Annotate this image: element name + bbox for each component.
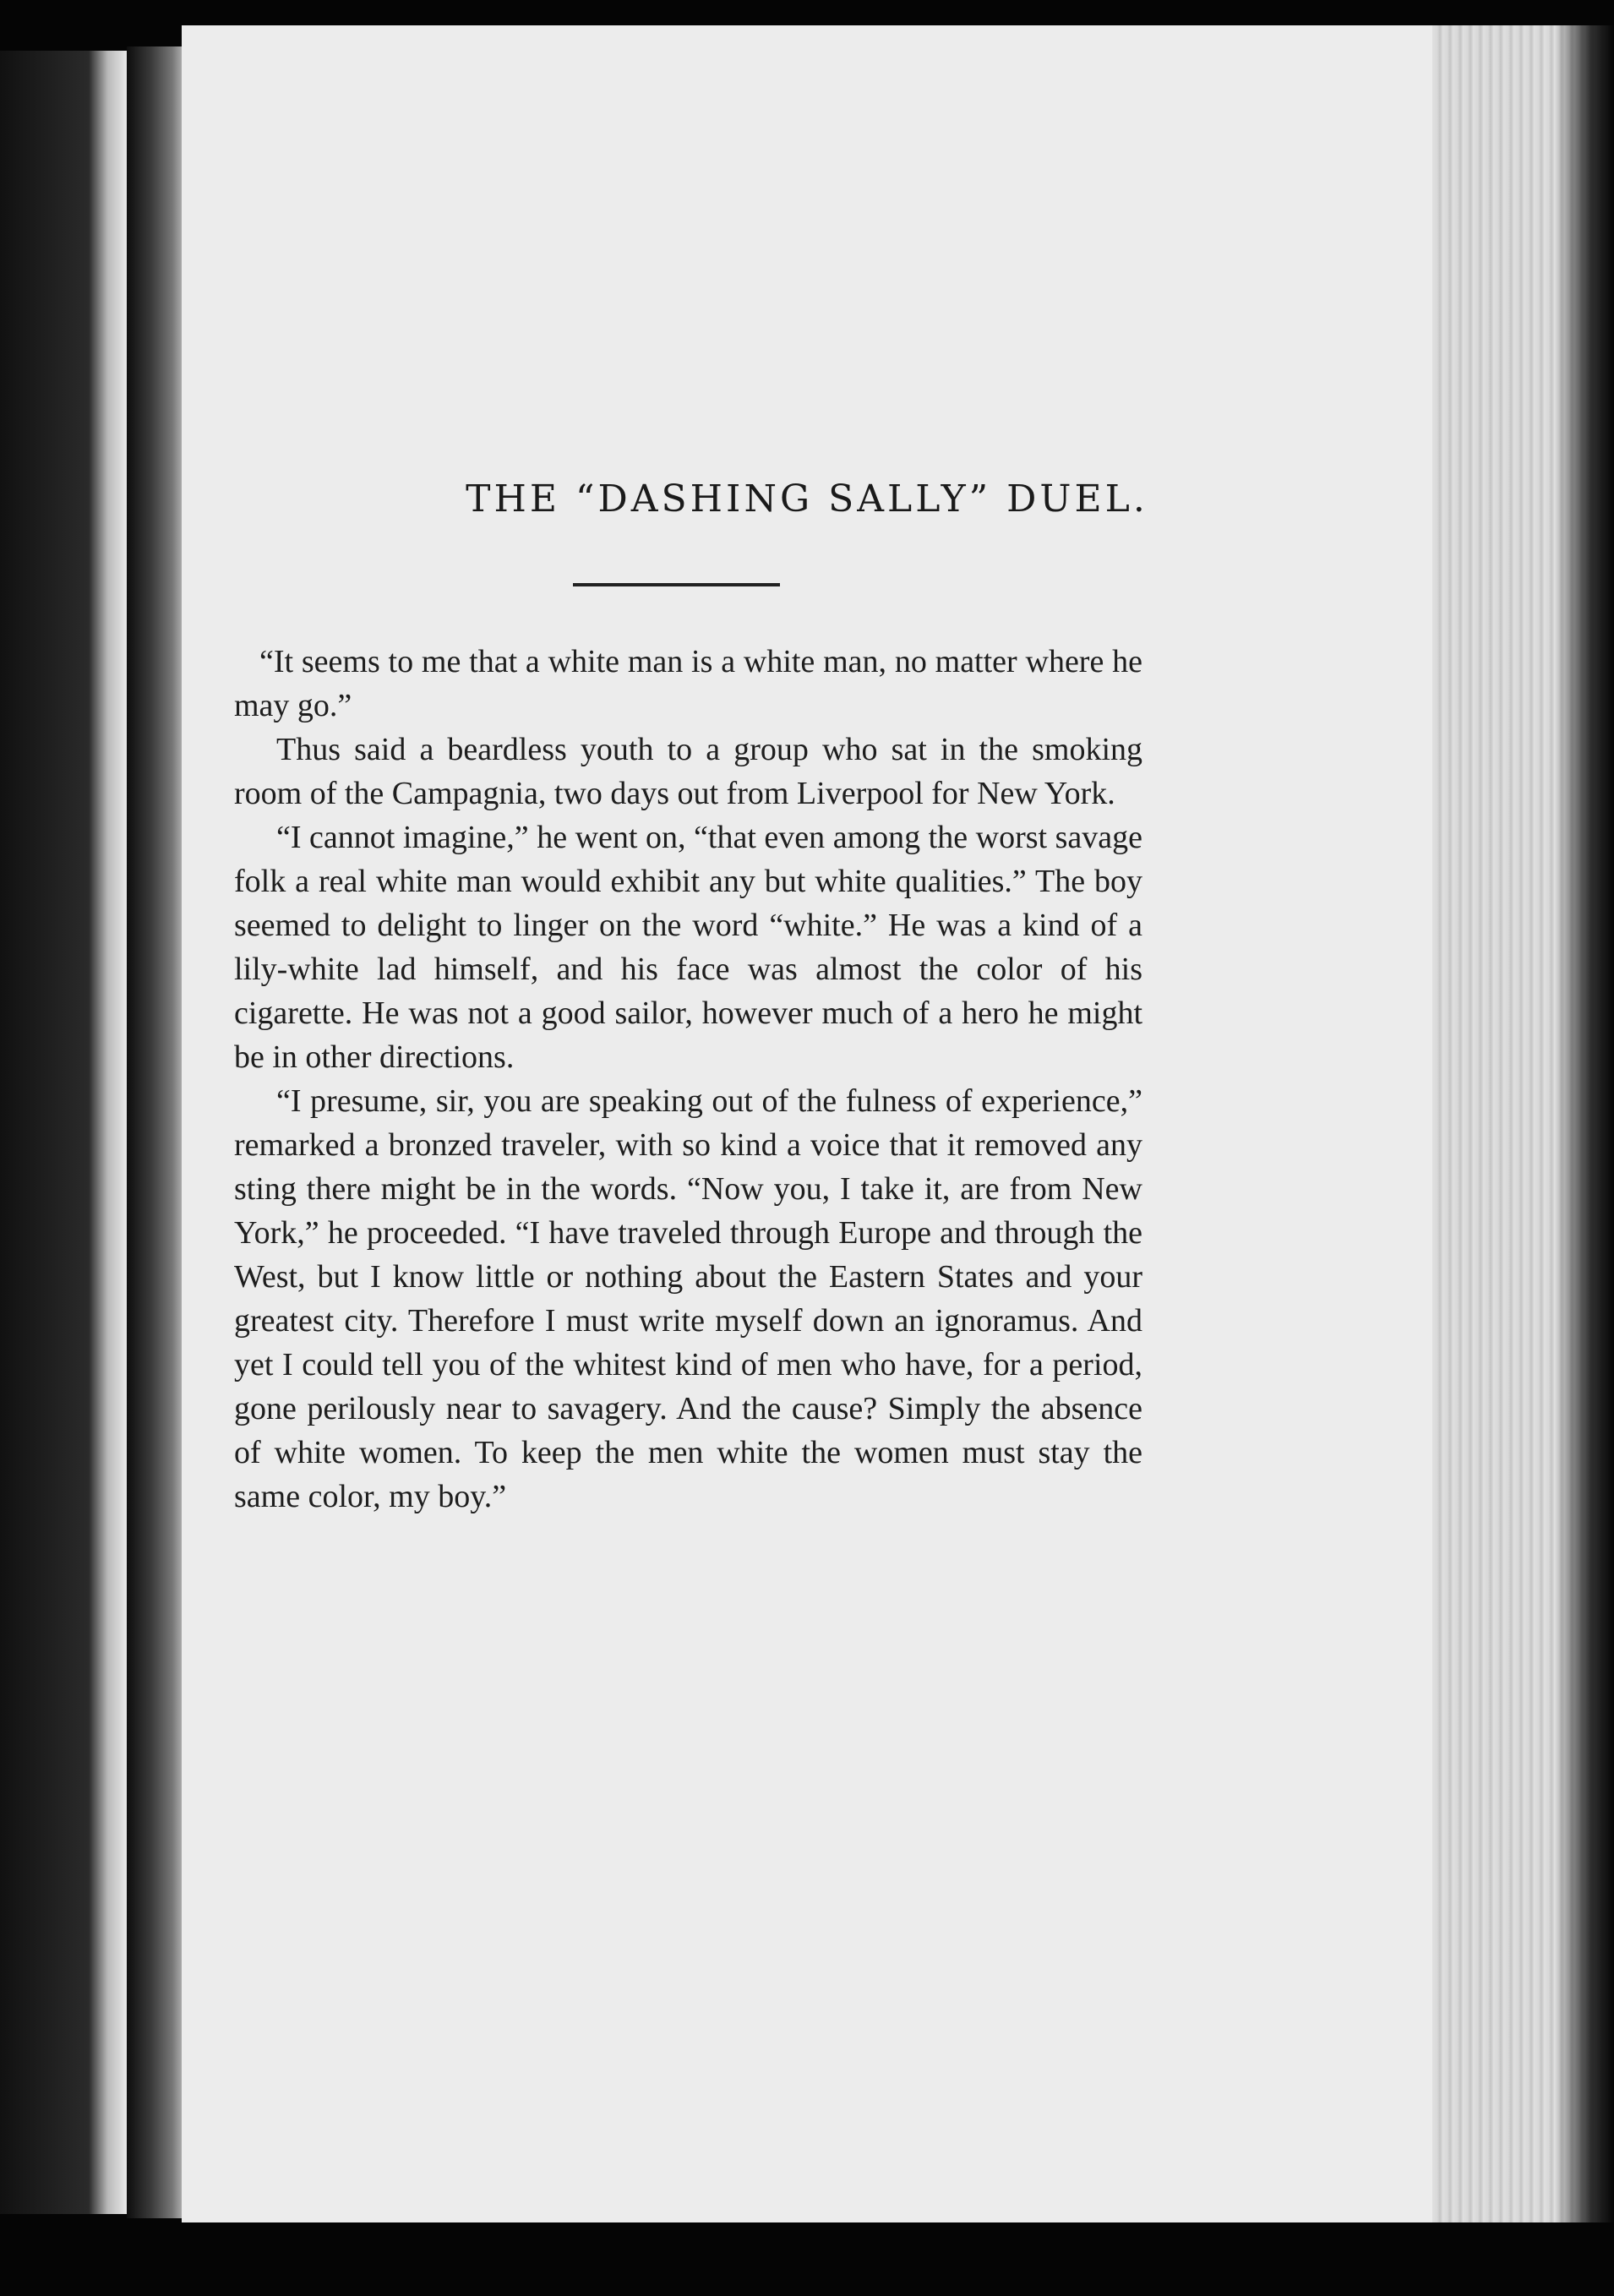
- paragraph: Thus said a beardless youth to a group who sat in the smoking room of the Campagnia, two days out from Liverpool for New York.: [234, 732, 1142, 811]
- title-rule: [573, 583, 780, 586]
- paragraph: “I cannot imagine,” he went on, “that even among the worst savage folk a real white man would exhibit any but white qualities.” The boy seemed to delight to linger on the word “white.” He was a kind of a lily-white lad himself, and his face was almost the color of his cigarette. He was not a good sailor, however much of a hero he might be in other directions.: [234, 820, 1142, 1075]
- chapter-title: THE “DASHING SALLY” DUEL.: [466, 477, 1148, 521]
- book-spine-gutter: [127, 46, 188, 2218]
- left-page-edge: [0, 51, 127, 2214]
- paragraph: “I presume, sir, you are speaking out of the fulness of experience,” remarked a bronzed traveler, with so kind a voice that it removed any sting there might be in the words. “Now you, I take it, are from New York,” he proceeded. “I have traveled through Europe and through the West, but I know little or nothing about the Eastern States and your greatest city. Therefore I must write myself down an ignoramus. And yet I could tell you of the whitest kind of men who have, for a period, gone perilously near to savagery. And the cause? Simply the absence of white women. To keep the men white the women must stay the same color, my boy.”: [234, 1083, 1142, 1514]
- body-text: [234, 640, 1142, 1519]
- page-edges-stack: [1432, 25, 1614, 2222]
- paragraph: “It seems to me that a white man is a white man, no matter where he may go.”: [234, 644, 1142, 723]
